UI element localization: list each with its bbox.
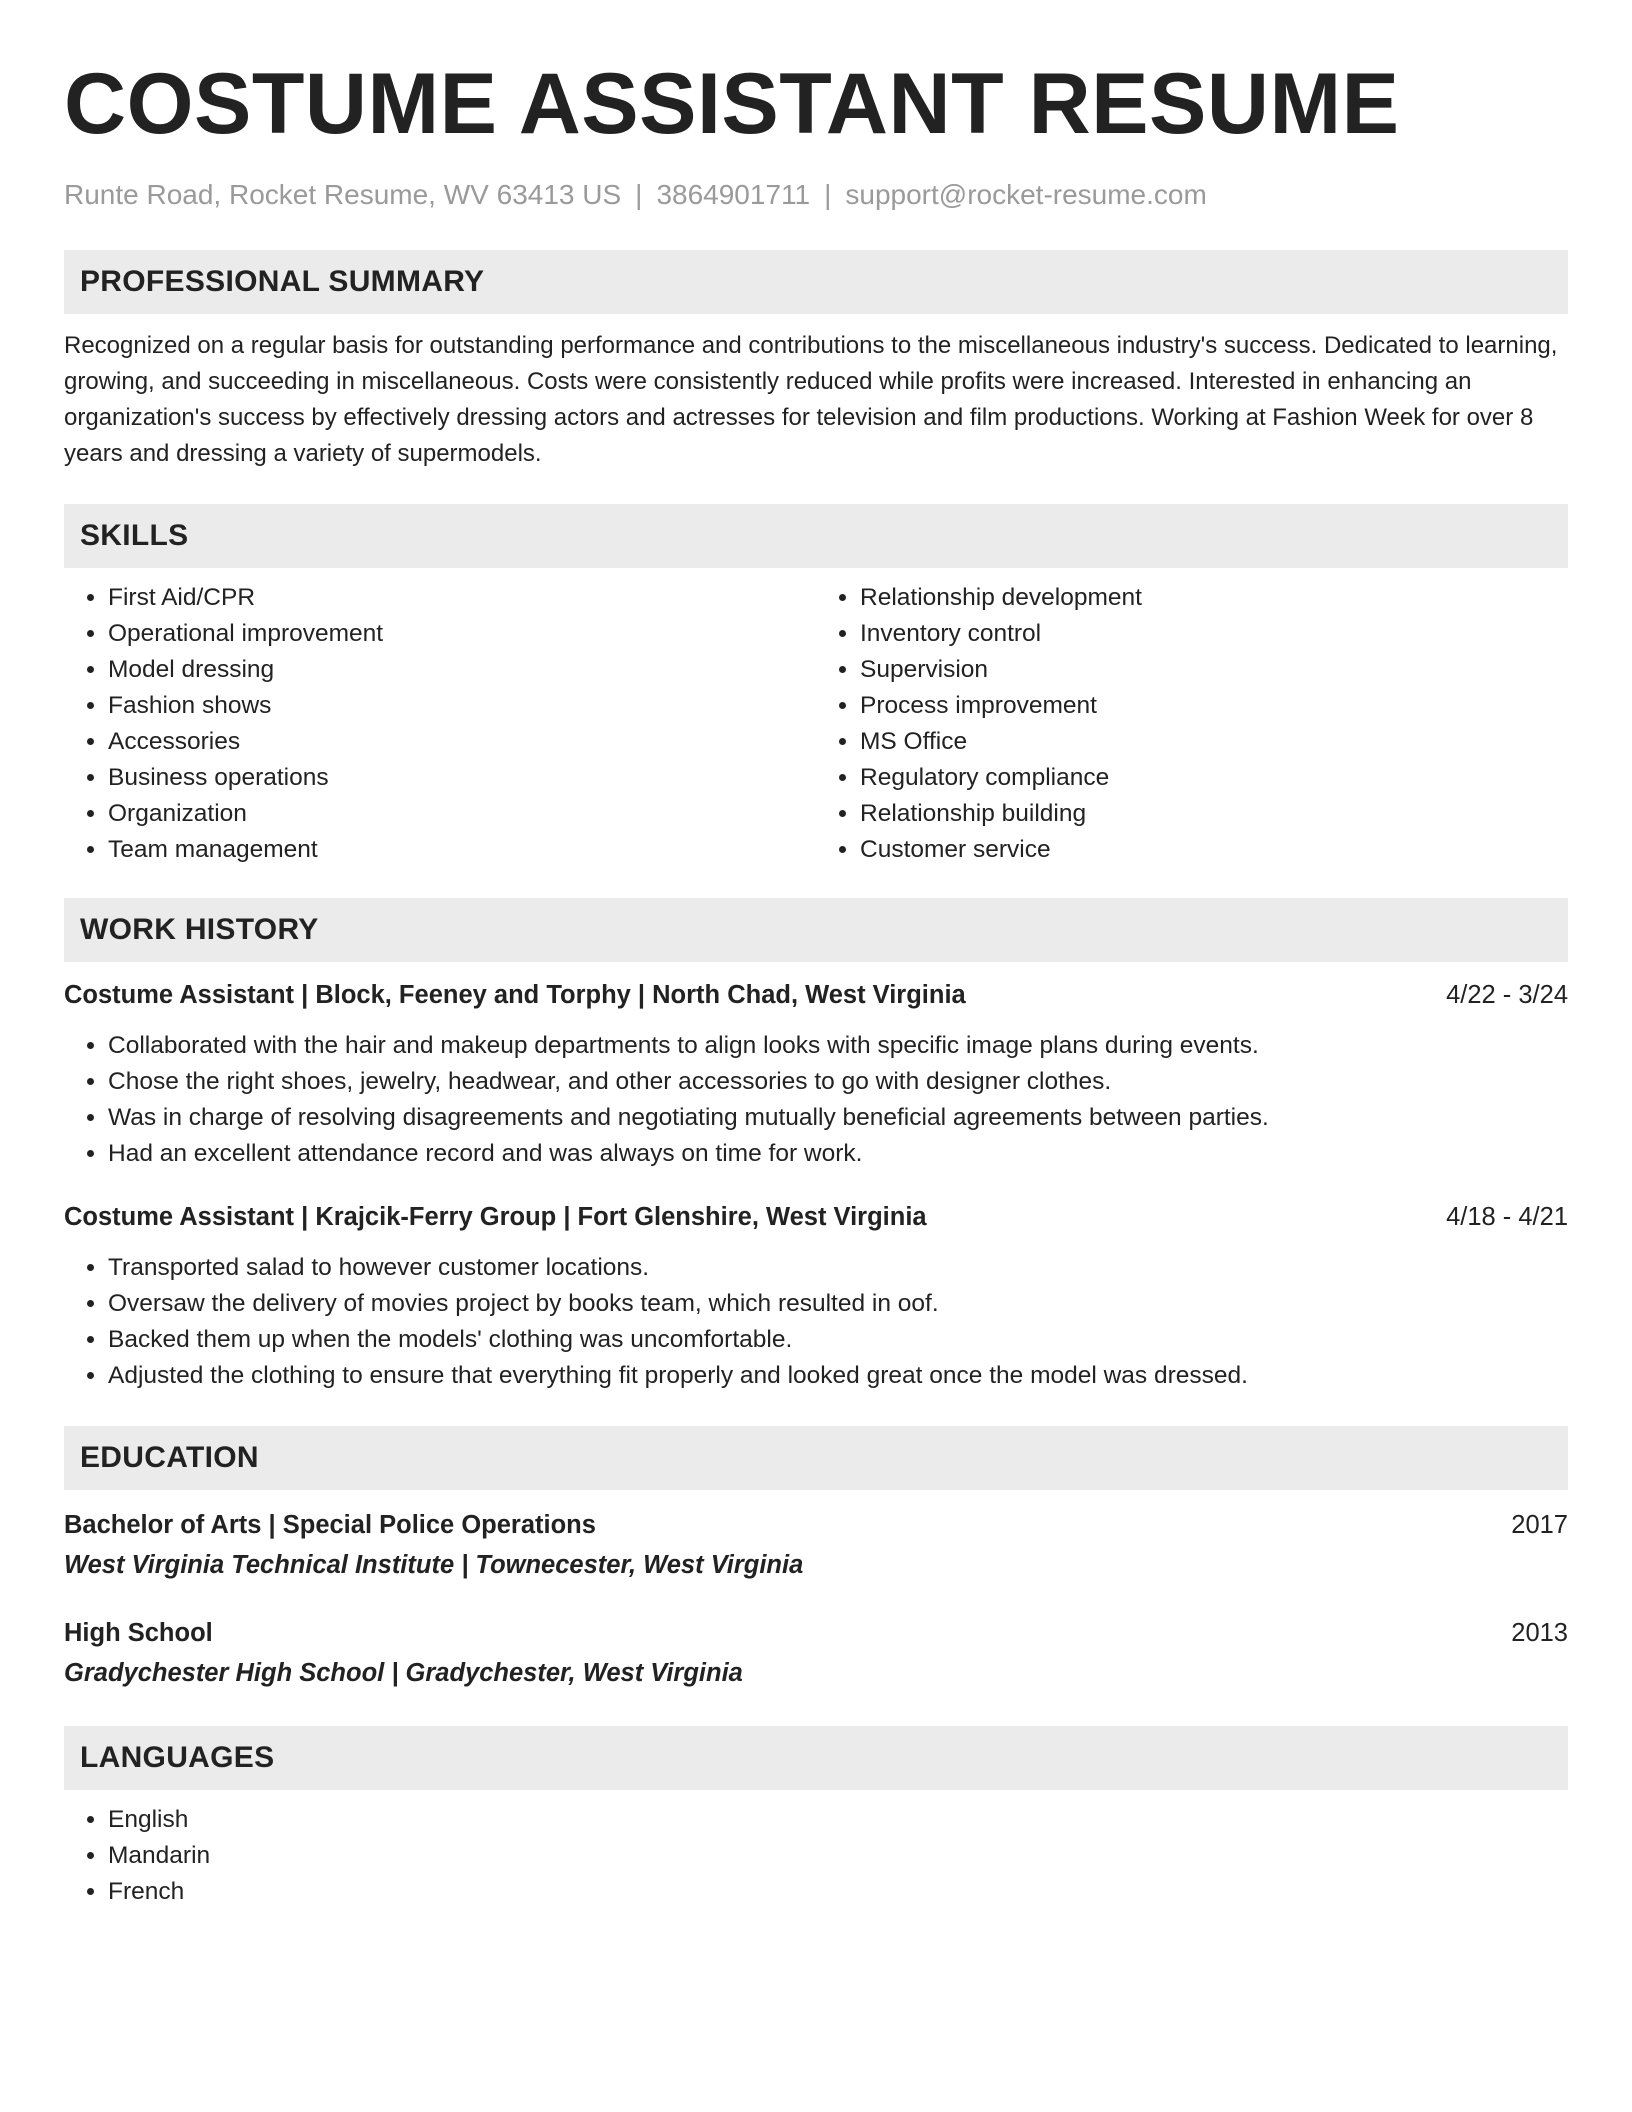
job-dates: 4/18 - 4/21 <box>1446 1203 1568 1231</box>
skills-list-left <box>64 580 816 868</box>
job-bullets <box>64 1250 1568 1394</box>
job-bullet: • Transported salad to however customer locations. <box>108 1250 1568 1286</box>
education-entry <box>64 1506 1568 1584</box>
skill-item: • Organization <box>108 796 816 832</box>
skill-item: • Accessories <box>108 724 816 760</box>
contact-address: Runte Road, Rocket Resume, WV 63413 US <box>64 179 622 210</box>
job-title: Costume Assistant | Block, Feeney and Torphy | North Chad, West Virginia <box>64 981 966 1009</box>
summary-heading: PROFESSIONAL SUMMARY <box>64 250 1568 314</box>
resume-title: COSTUME ASSISTANT RESUME <box>64 56 1400 152</box>
education-degree: High School <box>64 1619 213 1647</box>
education-school: Gradychester High School | Gradychester, West Virginia <box>64 1659 743 1687</box>
job-bullet: • Backed them up when the models' clothing was uncomfortable. <box>108 1322 1568 1358</box>
job-dates: 4/22 - 3/24 <box>1446 981 1568 1009</box>
languages-list <box>64 1802 1568 1910</box>
education-entry <box>64 1614 1568 1692</box>
summary-text: Recognized on a regular basis for outstanding performance and contributions to the miscellaneous industry's success. Dedicated to learning, growing, and succeeding in miscellaneous. Costs were consistently reduced while profits were increased. Interested in enhancing an organization's success by effectively dressing actors and actresses for television and film productions. Working at Fashion Week for over 8 years and dressing a variety of supermodels. <box>64 332 1558 467</box>
contact-separator: | <box>824 179 832 210</box>
languages-heading: LANGUAGES <box>64 1726 1568 1790</box>
job-entry <box>64 976 1568 1172</box>
education-school: West Virginia Technical Institute | Townecester, West Virginia <box>64 1551 804 1579</box>
skill-item: • Relationship development <box>860 580 1568 616</box>
skills-column-right <box>816 580 1568 868</box>
skill-item: • MS Office <box>860 724 1568 760</box>
job-bullet: • Collaborated with the hair and makeup departments to align looks with specific image plans during events. <box>108 1028 1568 1064</box>
contact-line <box>64 178 1568 212</box>
job-bullet: • Chose the right shoes, jewelry, headwear, and other accessories to go with designer clothes. <box>108 1064 1568 1100</box>
skill-item: • Process improvement <box>860 688 1568 724</box>
skill-item: • Operational improvement <box>108 616 816 652</box>
education-year: 2013 <box>1511 1619 1568 1647</box>
skill-item: • Model dressing <box>108 652 816 688</box>
skill-item: • Fashion shows <box>108 688 816 724</box>
skill-item: • Team management <box>108 832 816 868</box>
job-entry <box>64 1198 1568 1394</box>
skill-item: • Supervision <box>860 652 1568 688</box>
education-header <box>64 1506 1568 1544</box>
job-bullet: • Had an excellent attendance record and was always on time for work. <box>108 1136 1568 1172</box>
job-header <box>64 1198 1568 1236</box>
skill-item: • Business operations <box>108 760 816 796</box>
job-title: Costume Assistant | Krajcik-Ferry Group | Fort Glenshire, West Virginia <box>64 1203 927 1231</box>
education-degree: Bachelor of Arts | Special Police Operations <box>64 1511 596 1539</box>
job-bullet: • Oversaw the delivery of movies project by books team, which resulted in oof. <box>108 1286 1568 1322</box>
contact-phone: 3864901711 <box>656 179 811 210</box>
skills-grid <box>64 580 1568 868</box>
education-header <box>64 1614 1568 1652</box>
job-bullet: • Adjusted the clothing to ensure that everything fit properly and looked great once the model was dressed. <box>108 1358 1568 1394</box>
skill-item: • Regulatory compliance <box>860 760 1568 796</box>
skills-list-right <box>816 580 1568 868</box>
job-bullets <box>64 1028 1568 1172</box>
skill-item: • First Aid/CPR <box>108 580 816 616</box>
language-item: • French <box>108 1874 1568 1910</box>
language-item: • English <box>108 1802 1568 1838</box>
language-item: • Mandarin <box>108 1838 1568 1874</box>
skills-column-left <box>64 580 816 868</box>
contact-email: support@rocket-resume.com <box>845 179 1207 210</box>
skill-item: • Relationship building <box>860 796 1568 832</box>
job-header <box>64 976 1568 1014</box>
skills-heading: SKILLS <box>64 504 1568 568</box>
work-history-heading: WORK HISTORY <box>64 898 1568 962</box>
education-year: 2017 <box>1511 1511 1568 1539</box>
skill-item: • Inventory control <box>860 616 1568 652</box>
skill-item: • Customer service <box>860 832 1568 868</box>
education-heading: EDUCATION <box>64 1426 1568 1490</box>
job-bullet: • Was in charge of resolving disagreements and negotiating mutually beneficial agreements between parties. <box>108 1100 1568 1136</box>
contact-separator: | <box>635 179 643 210</box>
